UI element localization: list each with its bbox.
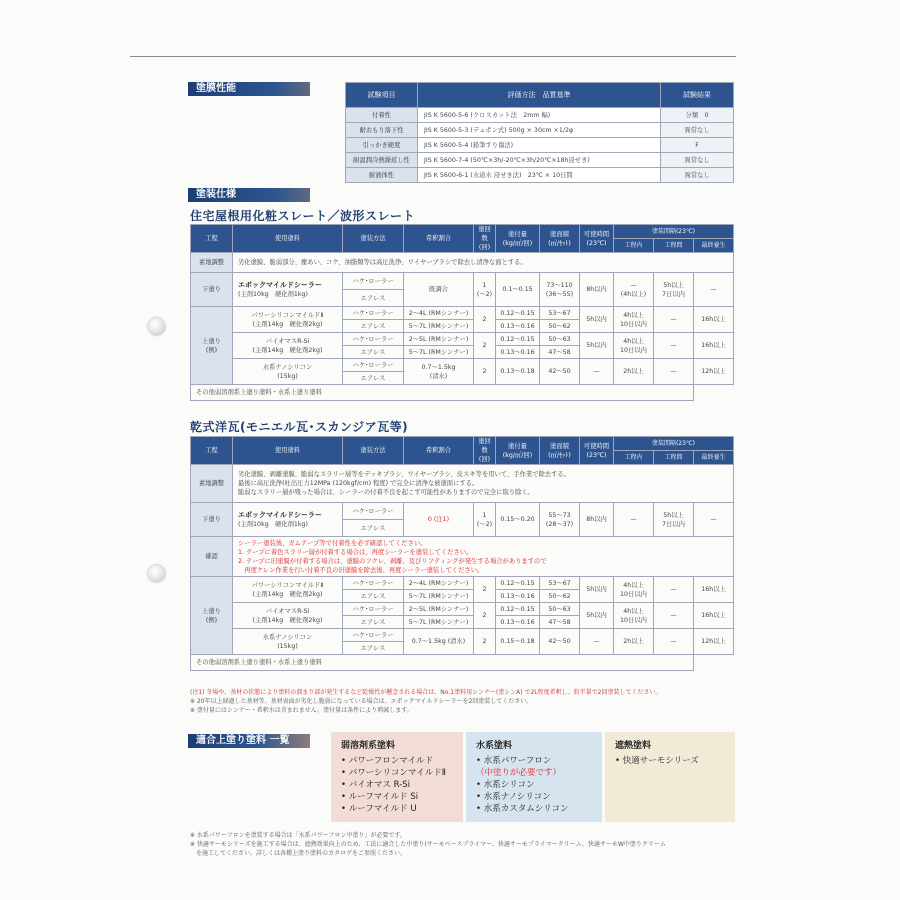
prep-line: 劣化塗膜、剥離塗膜、脆弱なスラリー層等をデッキブラシ、ワイヤーブラシ、皮スキ等を用いて、手作業で除去する。: [238, 471, 570, 478]
table1-footer: その他弱溶剤系上塗り塗料・水系上塗り塗料: [191, 385, 694, 401]
bottom-note-line: を施工してください。詳しくは各種上塗り塗料のカタログをご参照ください。: [190, 850, 407, 857]
top-dilution-1: 2～4L (RMシンナー): [404, 577, 474, 590]
top-amount-1: 0.12～0.15: [496, 603, 540, 616]
prep-label: 素地調整: [191, 465, 233, 503]
top-between: —: [654, 577, 694, 603]
top-dilution-1: 2～5L (RMシンナー): [404, 603, 474, 616]
hdr-dilution: 希釈割合: [404, 437, 474, 465]
top-pot: 5h以内: [580, 307, 614, 333]
under-paint-sub: (主剤10kg 硬化剤1kg): [238, 290, 309, 298]
under-coats: 1 (～2): [474, 503, 496, 537]
spec-table-slate: [190, 224, 734, 401]
hdr-process: 工程: [191, 225, 233, 253]
nano-paint-name: 水系ナノシリコン: [262, 363, 313, 371]
perf-item: 耐液体性: [346, 168, 418, 183]
check-label: 確認: [191, 537, 233, 577]
top-method-2: エアレス: [343, 320, 404, 333]
nano-method-1: ハケ･ローラー: [343, 359, 404, 372]
note-line: ※ 塗付量にはシンナー・希釈水は含まれません。塗付量は条件により増減します。: [190, 707, 413, 714]
under-coats: 1 (～2): [474, 273, 496, 307]
solvent-box-title: 弱溶剤系塗料: [341, 741, 396, 751]
under-within: — (4h以上): [614, 273, 654, 307]
top-method-1: ハケ･ローラー: [343, 333, 404, 346]
nano-paint-sub: (15kg): [277, 372, 298, 380]
top-coats: 2: [474, 333, 496, 359]
under-dilution: 0 (注1): [404, 503, 474, 537]
top-final: 16h以上: [694, 603, 734, 629]
solvent-paint-box: [331, 732, 463, 822]
top-dilution-2: 5～7L (RMシンナー): [404, 616, 474, 629]
top-amount-1: 0.12～0.15: [496, 307, 540, 320]
top-amount-1: 0.12～0.15: [496, 333, 540, 346]
top-method-2: エアレス: [343, 616, 404, 629]
top-coats: 2: [474, 577, 496, 603]
under-method-2: エアレス: [343, 290, 404, 307]
perf-header-method: 評価方法 品質基準: [418, 83, 661, 108]
bottom-notes: [190, 831, 666, 858]
top-paint: [233, 603, 343, 629]
check-text: [233, 537, 734, 577]
hdr-area: 塗面積 (㎡/ｾｯﾄ): [540, 437, 580, 465]
top-amount-2: 0.13～0.16: [496, 590, 540, 603]
under-method-1: ハケ･ローラー: [343, 273, 404, 290]
top-method-2: エアレス: [343, 346, 404, 359]
perf-item: 耐温潤冷熱繰返し性: [346, 153, 418, 168]
under-area: 73～110 (36～55): [540, 273, 580, 307]
top-label: 上塗り (例): [191, 577, 233, 655]
performance-table: [345, 82, 734, 183]
punch-hole-bottom: [148, 565, 165, 582]
nano-dilution: 0.7～1.5kg (清水): [404, 629, 474, 655]
under-method-2: エアレス: [343, 520, 404, 537]
hdr-within: 工程内: [614, 239, 654, 253]
hdr-pot: 可使時間 (23℃): [580, 437, 614, 465]
perf-result: 異常なし: [661, 153, 734, 168]
hdr-paint: 使用塗料: [233, 437, 343, 465]
top-area-1: 53～67: [540, 577, 580, 590]
nano-paint: [233, 629, 343, 655]
top-area-1: 50～63: [540, 333, 580, 346]
under-paint-sub: (主剤10kg 硬化剤1kg): [238, 520, 309, 528]
hdr-amount: 塗付量 (kg/㎡/回): [496, 437, 540, 465]
table1-title: 住宅屋根用化粧スレート／波形スレート: [190, 209, 416, 223]
top-dilution-2: 5～7L (RMシンナー): [404, 346, 474, 359]
water-item: • 水系パワーフロン: [476, 756, 552, 766]
nano-final: 12h以上: [694, 359, 734, 385]
water-paint-box: [466, 732, 602, 822]
prep-text: [233, 465, 734, 503]
nano-amount: 0.15～0.18: [496, 629, 540, 655]
solvent-item: • ルーフマイルド U: [341, 804, 417, 814]
hdr-method: 塗装方法: [343, 225, 404, 253]
top-amount-2: 0.13～0.16: [496, 346, 540, 359]
top-rule: [130, 56, 736, 57]
solvent-item: • バイオマス R-Si: [341, 780, 411, 790]
solvent-item: • ルーフマイルド Si: [341, 792, 419, 802]
prep-label: 素地調整: [191, 253, 233, 273]
perf-item: 耐おもり落下性: [346, 123, 418, 138]
heat-box-title: 遮熱塗料: [615, 741, 652, 751]
perf-header-result: 試験結果: [661, 83, 734, 108]
hdr-between: 工程間: [654, 239, 694, 253]
perf-result: 分類 0: [661, 108, 734, 123]
under-label: 下塗り: [191, 503, 233, 537]
heat-item: • 快適サーモシリーズ: [615, 756, 699, 766]
perf-method: JIS K 5600-7-4 (50℃×3h/-20℃×3h/20℃×18h浸せき): [418, 153, 661, 168]
perf-item: 付着性: [346, 108, 418, 123]
top-dilution-1: 2～5L (RMシンナー): [404, 333, 474, 346]
under-between: 5h以上 7日以内: [654, 503, 694, 537]
top-within: 4h以上 10日以内: [614, 577, 654, 603]
nano-within: 2h以上: [614, 629, 654, 655]
perf-result: 異常なし: [661, 168, 734, 183]
note-line: (注1) 冬場や、基材の状態により塗料の溜まり部が発生するなど乾燥性が懸念される場合は、No.1塗料用シンナー(塗シンA) で2L程度希釈し、約半量で2回塗装してください。: [190, 689, 662, 696]
under-paint: [233, 273, 343, 307]
hdr-within: 工程内: [614, 451, 654, 465]
nano-coats: 2: [474, 629, 496, 655]
prep-text: 劣化塗膜、脆弱部分、塵あい、コケ、油脂類等は高圧洗浄、ワイヤーブラシで除去し清浄な面とする。: [233, 253, 734, 273]
solvent-item: • パワーフロンマイルド: [341, 756, 434, 766]
top-paint-name: バイオマスR-Si: [265, 607, 310, 615]
prep-line: 脆弱なスラリー層が残った場合は、シーラーの付着不良を起こす可能性がありますので完全に取り除く。: [238, 489, 534, 496]
under-within: —: [614, 503, 654, 537]
nano-between: —: [654, 359, 694, 385]
perf-header-item: 試験項目: [346, 83, 418, 108]
check-line: 再度ケレン作業を行い付着不良の旧塗膜を除去後、再度シーラー塗装してください。: [238, 566, 484, 574]
under-pot: 8h以内: [580, 273, 614, 307]
nano-paint: [233, 359, 343, 385]
nano-coats: 2: [474, 359, 496, 385]
bottom-note-line: ※ 水系パワーフロンを塗装する場合は「水系パワーフロン中塗り」が必要です。: [190, 832, 406, 839]
top-within: 4h以上 10日以内: [614, 307, 654, 333]
top-within: 4h以上 10日以内: [614, 603, 654, 629]
under-final: —: [694, 273, 734, 307]
nano-area: 42～50: [540, 629, 580, 655]
solvent-item: • パワーシリコンマイルドⅡ: [341, 768, 446, 778]
top-pot: 5h以内: [580, 603, 614, 629]
top-area-2: 50～62: [540, 320, 580, 333]
under-amount: 0.1～0.15: [496, 273, 540, 307]
top-coats: 2: [474, 307, 496, 333]
top-label: 上塗り (例): [191, 307, 233, 385]
top-method-1: ハケ･ローラー: [343, 307, 404, 320]
under-paint-name: エポックマイルドシーラー: [238, 280, 322, 289]
nano-dilution: 0.7～1.5kg (清水): [404, 359, 474, 385]
top-pot: 5h以内: [580, 577, 614, 603]
under-label: 下塗り: [191, 273, 233, 307]
spec-title: 塗装仕様: [188, 188, 310, 202]
hdr-coats: 塗回数 (回): [474, 437, 496, 465]
top-final: 16h以上: [694, 577, 734, 603]
top-paint: [233, 333, 343, 359]
top-paint-name: バイオマスR-Si: [265, 337, 310, 345]
hdr-dilution: 希釈割合: [404, 225, 474, 253]
hdr-coats: 塗回数 (回): [474, 225, 496, 253]
punch-hole-top: [148, 318, 165, 335]
table2-title: 乾式洋瓦(モニエル瓦･スカンジア瓦等): [190, 420, 409, 434]
hdr-pot: 可使時間 (23℃): [580, 225, 614, 253]
top-area-1: 50～63: [540, 603, 580, 616]
top-method-1: ハケ･ローラー: [343, 577, 404, 590]
nano-within: 2h以上: [614, 359, 654, 385]
check-line: シーラー塗装後、ガムテープ等で付着性を必ず確認してください。: [238, 539, 427, 547]
top-final: 16h以上: [694, 333, 734, 359]
hdr-interval: 塗装間隔(23℃): [614, 437, 734, 451]
hdr-between: 工程間: [654, 451, 694, 465]
top-paint: [233, 577, 343, 603]
top-coats: 2: [474, 603, 496, 629]
water-box-title: 水系塗料: [476, 741, 513, 751]
water-item: • 水系カスタムシリコン: [476, 804, 569, 814]
top-paint-sub: (主剤14kg 硬化剤2kg): [252, 590, 323, 598]
table2-footer: その他弱溶剤系上塗り塗料・水系上塗り塗料: [191, 655, 694, 671]
performance-title: 塗膜性能: [188, 82, 310, 96]
top-dilution-1: 2～4L (RMシンナー): [404, 307, 474, 320]
top-amount-2: 0.13～0.16: [496, 320, 540, 333]
top-method-2: エアレス: [343, 590, 404, 603]
heat-paint-box: [605, 732, 735, 822]
top-paint-sub: (主剤14kg 硬化剤2kg): [252, 346, 323, 354]
water-item: • 水系シリコン: [476, 780, 535, 790]
nano-method-2: エアレス: [343, 642, 404, 655]
top-area-1: 53～67: [540, 307, 580, 320]
under-area: 55～73 (28～37): [540, 503, 580, 537]
under-pot: 8h以内: [580, 503, 614, 537]
perf-method: JIS K 5600-5-3 (デュポン式) 500g × 30cm ×1/2φ: [418, 123, 661, 138]
hdr-process: 工程: [191, 437, 233, 465]
under-method-1: ハケ･ローラー: [343, 503, 404, 520]
under-final: —: [694, 503, 734, 537]
hdr-method: 塗装方法: [343, 437, 404, 465]
top-amount-2: 0.13～0.16: [496, 616, 540, 629]
top-between: —: [654, 307, 694, 333]
under-amount: 0.15～0.20: [496, 503, 540, 537]
nano-paint-name: 水系ナノシリコン: [262, 633, 313, 641]
top-amount-1: 0.12～0.15: [496, 577, 540, 590]
perf-method: JIS K 5600-5-6 (クロスカット法 2mm 幅): [418, 108, 661, 123]
top-paint: [233, 307, 343, 333]
top-paint-sub: (主剤14kg 硬化剤2kg): [252, 616, 323, 624]
nano-area: 42～50: [540, 359, 580, 385]
nano-method-1: ハケ･ローラー: [343, 629, 404, 642]
hdr-final: 最終養生: [694, 451, 734, 465]
top-paint-sub: (主剤14kg 硬化剤2kg): [252, 320, 323, 328]
perf-method: JIS K 5600-5-4 (鉛筆すり傷法): [418, 138, 661, 153]
check-line: 2. テープに旧塗膜が付着する場合は、塗膜のフクレ、剥離、及びリフティングが発生する場合がありますので: [238, 557, 547, 565]
nano-paint-sub: (15kg): [277, 642, 298, 650]
table-notes: [190, 688, 661, 715]
perf-method: JIS K 5600-6-1 (水道水 浸せき法) 23℃ × 10日間: [418, 168, 661, 183]
perf-result: 異常なし: [661, 123, 734, 138]
top-area-2: 47～58: [540, 346, 580, 359]
perf-item: 引っかき硬度: [346, 138, 418, 153]
top-final: 16h以上: [694, 307, 734, 333]
top-pot: 5h以内: [580, 333, 614, 359]
under-paint: [233, 503, 343, 537]
top-between: —: [654, 603, 694, 629]
nano-pot: —: [580, 629, 614, 655]
hdr-amount: 塗付量 (kg/㎡/回): [496, 225, 540, 253]
nano-pot: —: [580, 359, 614, 385]
under-between: 5h以上 7日以内: [654, 273, 694, 307]
bottom-note-line: ※ 快適サーモシリーズを施工する場合は、遮熱効果向上のため、工法に適合した中塗り(サーモベースプライマー、快適サーモプライマークリーム、快適サーモW中塗りクリーム: [190, 841, 666, 848]
top-within: 4h以上 10日以内: [614, 333, 654, 359]
top-area-2: 47～58: [540, 616, 580, 629]
spec-table-tile: [190, 436, 734, 671]
top-paint-name: パワーシリコンマイルドⅡ: [251, 311, 324, 319]
top-dilution-2: 5～7L (RMシンナー): [404, 320, 474, 333]
nano-final: 12h以上: [694, 629, 734, 655]
perf-result: F: [661, 138, 734, 153]
compatible-title: 適合上塗り塗料 一覧: [188, 734, 310, 748]
nano-method-2: エアレス: [343, 372, 404, 385]
under-dilution: 既調合: [404, 273, 474, 307]
prep-line: 最後に高圧洗浄(吐出圧力12MPa (120kgf/cm) 程度) で完全に清浄な被塗面にする。: [238, 480, 479, 487]
check-line: 1. テープに着色スラリー層が付着する場合は、再度シーラーを塗装してください。: [238, 548, 473, 556]
water-item-note: （中塗りが必要です）: [476, 768, 562, 778]
top-dilution-2: 5～7L (RMシンナー): [404, 590, 474, 603]
hdr-interval: 塗装間隔(23℃): [614, 225, 734, 239]
top-area-2: 50～62: [540, 590, 580, 603]
nano-between: —: [654, 629, 694, 655]
water-item: • 水系ナノシリコン: [476, 792, 551, 802]
hdr-area: 塗面積 (㎡/ｾｯﾄ): [540, 225, 580, 253]
top-paint-name: パワーシリコンマイルドⅡ: [251, 581, 324, 589]
note-line: ※ 20年以上経過した基材等、基材表面が劣化し脆弱になっている場合は、エポックマイルドシーラーを2回塗装してください。: [190, 698, 533, 705]
top-between: —: [654, 333, 694, 359]
under-paint-name: エポックマイルドシーラー: [238, 510, 322, 519]
top-method-1: ハケ･ローラー: [343, 603, 404, 616]
hdr-final: 最終養生: [694, 239, 734, 253]
hdr-paint: 使用塗料: [233, 225, 343, 253]
nano-amount: 0.13～0.18: [496, 359, 540, 385]
